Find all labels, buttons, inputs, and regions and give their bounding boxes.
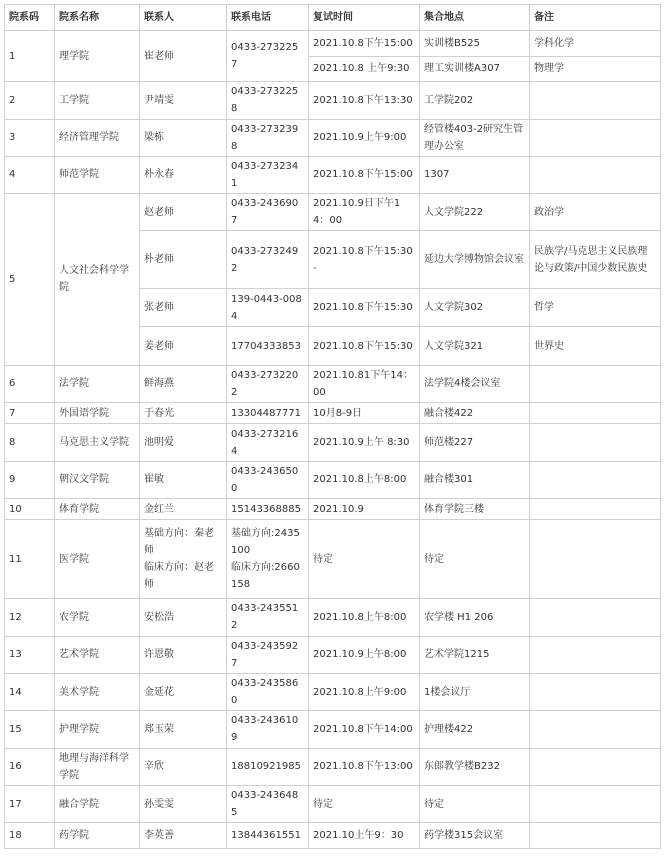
phone-cell: 0433-2435512 <box>227 599 309 636</box>
phone-cell: 0433-2732164 <box>227 424 309 461</box>
college-name-cell: 医学院 <box>55 520 140 599</box>
contact-cell: 朴老师 <box>140 231 227 289</box>
assembly-place-cell: 待定 <box>420 520 530 599</box>
code-cell: 17 <box>5 785 55 822</box>
college-name-cell: 法学院 <box>55 365 140 402</box>
college-name-cell: 融合学院 <box>55 785 140 822</box>
note-cell <box>530 82 661 119</box>
phone-cell: 0433-2732202 <box>227 365 309 402</box>
phone-cell: 0433-2436485 <box>227 785 309 822</box>
retest-time-cell: 2021.10.81下午14：00 <box>309 365 420 402</box>
contact-cell: 尹靖雯 <box>140 82 227 119</box>
code-cell: 5 <box>5 194 55 366</box>
contact-cell: 赵老师 <box>140 194 227 231</box>
contact-cell: 鲜海燕 <box>140 365 227 402</box>
table-row <box>5 119 661 156</box>
assembly-place-cell: 1楼会议厅 <box>420 673 530 710</box>
table-row <box>5 599 661 636</box>
code-cell: 12 <box>5 599 55 636</box>
college-name-cell: 艺术学院 <box>55 636 140 673</box>
note-cell: 民族学/马克思主义民族理论与政策/中国少数民族史 <box>530 231 661 289</box>
code-cell: 13 <box>5 636 55 673</box>
table-row <box>5 748 661 785</box>
code-cell: 8 <box>5 424 55 461</box>
contact-cell: 许恩敬 <box>140 636 227 673</box>
code-cell: 14 <box>5 673 55 710</box>
contact-cell: 梁栋 <box>140 119 227 156</box>
contact-cell: 姜老师 <box>140 327 227 365</box>
contact-cell: 辛欣 <box>140 748 227 785</box>
contact-cell: 郑玉荣 <box>140 711 227 748</box>
contact-cell: 安松浩 <box>140 599 227 636</box>
note-cell <box>530 711 661 748</box>
table-row <box>5 365 661 402</box>
table-row <box>5 194 661 231</box>
college-name-cell: 地理与海洋科学学院 <box>55 748 140 785</box>
contact-cell: 张老师 <box>140 289 227 327</box>
college-name-cell: 药学院 <box>55 823 140 849</box>
retest-time-cell: 2021.10.8下午15:30 <box>309 327 420 365</box>
retest-time-cell: 2021.10.8下午15:00 <box>309 31 420 57</box>
table-row <box>5 785 661 822</box>
table-row <box>5 520 661 599</box>
code-cell: 15 <box>5 711 55 748</box>
phone-cell: 0433-2732398 <box>227 119 309 156</box>
retest-time-cell: 2021.10.8下午15:30 <box>309 289 420 327</box>
code-cell: 10 <box>5 499 55 520</box>
assembly-place-cell: 1307 <box>420 156 530 193</box>
retest-time-cell: 2021.10.8下午13:30 <box>309 82 420 119</box>
assembly-place-cell: 法学院4楼会议室 <box>420 365 530 402</box>
phone-cell: 0433-2732258 <box>227 82 309 119</box>
note-cell: 政治学 <box>530 194 661 231</box>
college-name-cell: 体育学院 <box>55 499 140 520</box>
code-cell: 1 <box>5 31 55 82</box>
table-row <box>5 499 661 520</box>
phone-cell: 0433-2435927 <box>227 636 309 673</box>
retest-time-cell: 2021.10.9上午9:00 <box>309 119 420 156</box>
phone-cell: 0433-2435860 <box>227 673 309 710</box>
retest-time-cell: 2021.10.8 上午9:30 <box>309 56 420 82</box>
contact-cell: 孙雯雯 <box>140 785 227 822</box>
retest-time-cell: 2021.10上午9：30 <box>309 823 420 849</box>
assembly-place-cell: 师范楼227 <box>420 424 530 461</box>
header-note: 备注 <box>530 5 661 31</box>
header-time: 复试时间 <box>309 5 420 31</box>
college-name-cell: 美术学院 <box>55 673 140 710</box>
code-cell: 6 <box>5 365 55 402</box>
contact-cell: 朴永春 <box>140 156 227 193</box>
assembly-place-cell: 人文学院222 <box>420 194 530 231</box>
retest-time-cell: 2021.10.8上午8:00 <box>309 461 420 498</box>
assembly-place-cell: 人文学院302 <box>420 289 530 327</box>
table-row <box>5 82 661 119</box>
phone-cell: 18810921985 <box>227 748 309 785</box>
note-cell <box>530 403 661 424</box>
retest-time-cell: 2021.10.8下午14:00 <box>309 711 420 748</box>
note-cell <box>530 156 661 193</box>
header-phone: 联系电话 <box>227 5 309 31</box>
retest-time-cell: 2021.10.9上午8:00 <box>309 636 420 673</box>
note-cell <box>530 823 661 849</box>
assembly-place-cell: 待定 <box>420 785 530 822</box>
note-cell <box>530 424 661 461</box>
code-cell: 18 <box>5 823 55 849</box>
contact-cell: 金红兰 <box>140 499 227 520</box>
phone-cell: 15143368885 <box>227 499 309 520</box>
note-cell <box>530 785 661 822</box>
assembly-place-cell: 实训楼B525 <box>420 31 530 57</box>
note-cell <box>530 499 661 520</box>
college-name-cell: 经济管理学院 <box>55 119 140 156</box>
code-cell: 7 <box>5 403 55 424</box>
table-row <box>5 403 661 424</box>
code-cell: 9 <box>5 461 55 498</box>
code-cell: 2 <box>5 82 55 119</box>
note-cell <box>530 673 661 710</box>
contact-cell: 李英善 <box>140 823 227 849</box>
header-college: 院系名称 <box>55 5 140 31</box>
note-cell: 学科化学 <box>530 31 661 57</box>
retest-time-cell: 2021.10.9上午 8:30 <box>309 424 420 461</box>
college-name-cell: 师范学院 <box>55 156 140 193</box>
retest-time-cell: 10月8-9日 <box>309 403 420 424</box>
phone-cell: 基础方向:2435100 临床方向:2660158 <box>227 520 309 599</box>
assembly-place-cell: 农学楼 H1 206 <box>420 599 530 636</box>
table-row <box>5 673 661 710</box>
note-cell <box>530 520 661 599</box>
contact-cell: 崔敏 <box>140 461 227 498</box>
college-name-cell: 人文社会科学学院 <box>55 194 140 366</box>
phone-cell: 0433-2732257 <box>227 31 309 82</box>
phone-cell: 13304487771 <box>227 403 309 424</box>
note-cell <box>530 119 661 156</box>
phone-cell: 139-0443-0084 <box>227 289 309 327</box>
assembly-place-cell: 药学楼315会议室 <box>420 823 530 849</box>
note-cell: 世界史 <box>530 327 661 365</box>
contact-cell: 金延花 <box>140 673 227 710</box>
retest-time-cell: 2021.10.8下午13:00 <box>309 748 420 785</box>
code-cell: 16 <box>5 748 55 785</box>
assembly-place-cell: 工学院202 <box>420 82 530 119</box>
table-row <box>5 636 661 673</box>
assembly-place-cell: 人文学院321 <box>420 327 530 365</box>
phone-cell: 0433-2436907 <box>227 194 309 231</box>
contact-cell: 池明爱 <box>140 424 227 461</box>
contact-cell: 基础方向：秦老师 临床方向：赵老师 <box>140 520 227 599</box>
table-row <box>5 156 661 193</box>
note-cell <box>530 636 661 673</box>
retest-time-cell: 2021.10.8上午9:00 <box>309 673 420 710</box>
table-row <box>5 31 661 57</box>
header-code: 院系码 <box>5 5 55 31</box>
contact-cell: 崔老师 <box>140 31 227 82</box>
assembly-place-cell: 理工实训楼A307 <box>420 56 530 82</box>
table-row <box>5 823 661 849</box>
phone-cell: 0433-2436109 <box>227 711 309 748</box>
assembly-place-cell: 东郎教学楼B232 <box>420 748 530 785</box>
header-place: 集合地点 <box>420 5 530 31</box>
college-name-cell: 理学院 <box>55 31 140 82</box>
college-name-cell: 农学院 <box>55 599 140 636</box>
phone-cell: 17704333853 <box>227 327 309 365</box>
phone-cell: 0433-2732492 <box>227 231 309 289</box>
assembly-place-cell: 融合楼301 <box>420 461 530 498</box>
phone-cell: 13844361551 <box>227 823 309 849</box>
note-cell <box>530 461 661 498</box>
assembly-place-cell: 艺术学院1215 <box>420 636 530 673</box>
assembly-place-cell: 护理楼422 <box>420 711 530 748</box>
table-row <box>5 711 661 748</box>
retest-time-cell: 2021.10.8下午15:00 <box>309 156 420 193</box>
note-cell: 哲学 <box>530 289 661 327</box>
table-body <box>5 31 661 849</box>
college-name-cell: 外国语学院 <box>55 403 140 424</box>
retest-time-cell: 2021.10.8上午8:00 <box>309 599 420 636</box>
college-name-cell: 工学院 <box>55 82 140 119</box>
retest-time-cell: 2021.10.8下午15:30- <box>309 231 420 289</box>
college-name-cell: 马克思主义学院 <box>55 424 140 461</box>
note-cell <box>530 365 661 402</box>
assembly-place-cell: 延边大学博物馆会议室 <box>420 231 530 289</box>
retest-time-cell: 待定 <box>309 785 420 822</box>
code-cell: 11 <box>5 520 55 599</box>
retest-time-cell: 2021.10.9日下午14：00 <box>309 194 420 231</box>
phone-cell: 0433-2732341 <box>227 156 309 193</box>
note-cell <box>530 599 661 636</box>
assembly-place-cell: 体育学院三楼 <box>420 499 530 520</box>
note-cell: 物理学 <box>530 56 661 82</box>
note-cell <box>530 748 661 785</box>
table-row <box>5 424 661 461</box>
college-name-cell: 朝汉文学院 <box>55 461 140 498</box>
college-name-cell: 护理学院 <box>55 711 140 748</box>
retest-schedule-table <box>4 4 661 849</box>
header-contact: 联系人 <box>140 5 227 31</box>
table-header-row <box>5 5 661 31</box>
retest-time-cell: 2021.10.9 <box>309 499 420 520</box>
assembly-place-cell: 融合楼422 <box>420 403 530 424</box>
assembly-place-cell: 经管楼403-2研究生管理办公室 <box>420 119 530 156</box>
table-row <box>5 461 661 498</box>
code-cell: 3 <box>5 119 55 156</box>
contact-cell: 于春光 <box>140 403 227 424</box>
retest-time-cell: 待定 <box>309 520 420 599</box>
phone-cell: 0433-2436500 <box>227 461 309 498</box>
code-cell: 4 <box>5 156 55 193</box>
